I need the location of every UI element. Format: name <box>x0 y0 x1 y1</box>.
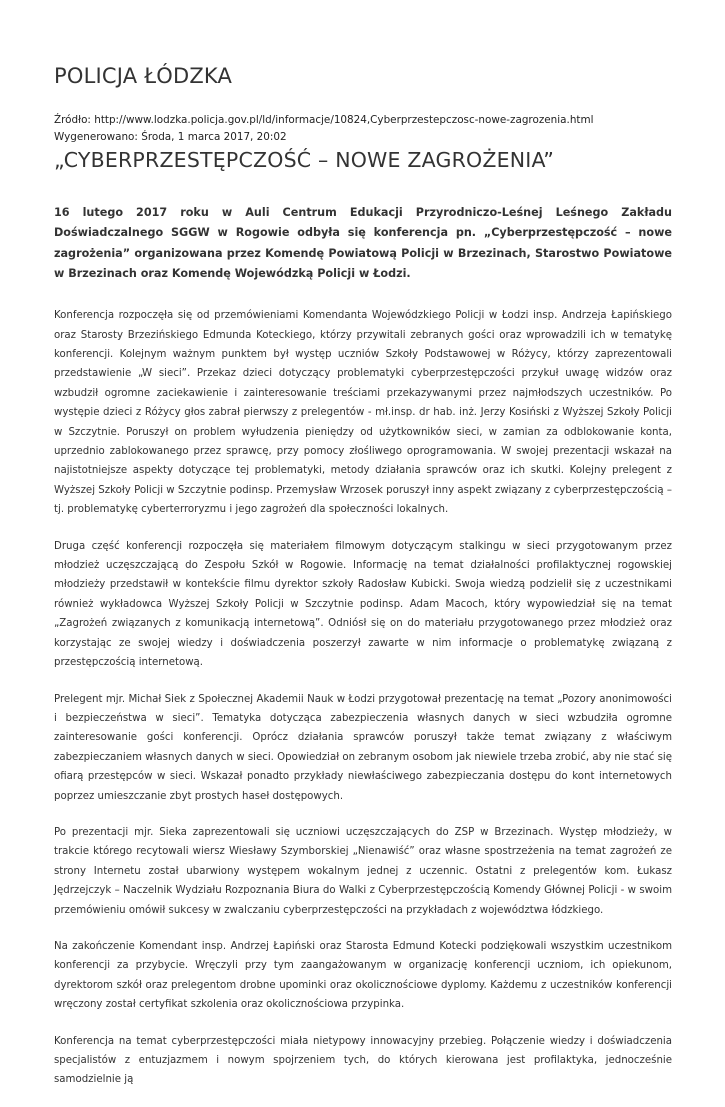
site-title: POLICJA ŁÓDZKA <box>54 64 233 88</box>
article-paragraph: Po prezentacji mjr. Sieka zaprezentowali się uczniowi uczęszczających do ZSP w Brzezinach. Występ młodzieży, w trakcie którego recytowali wiersz Wiesławy Szymborskiej „Nienawiść” oraz własne spostrzeżenia na temat zagrożeń ze strony Internetu został ubarwiony występem wokalnym jednej z uczennic. Ostatni z prelegentów kom. Łukasz Jędrzejczyk – Naczelnik Wydziału Rozpoznania Biura do Walki z Cyberprzestępczością Komendy Głównej Policji - w swoim przemówieniu omówił sukcesy w zwalczaniu cyberprzestępczości na przykładach z województwa łódzkiego. <box>54 826 672 916</box>
article-content <box>54 203 672 1107</box>
article-paragraph: Prelegent mjr. Michał Siek z Społecznej Akademii Nauk w Łodzi przygotował prezentację na temat „Pozory anonimowości i bezpieczeństwa w sieci”. Tematyka dotycząca zabezpieczenia własnych danych w sieci wzbudziła ogromne zainteresowanie gości konferencji. Oprócz działania sprawców poruszył także temat związany z właściwym zabezpieczaniem własnych danych w sieci. Opowiedział on zebranym osobom jak niewiele trzeba zrobić, aby nie stać się ofiarą przestępców w sieci. Wskazał ponadto przykłady niewłaściwego zabezpieczania dostępu do kont internetowych poprzez umieszczanie zbyt prostych haseł dostępowych. <box>54 693 672 802</box>
article-paragraph: Na zakończenie Komendant insp. Andrzej Łapiński oraz Starosta Edmund Kotecki podziękowali wszystkim uczestnikom konferencji za przybycie. Wręczyli przy tym zaangażowanym w organizację konferencji uczniom, ich opiekunom, dyrektorom szkół oraz prelegentom drobne upominki oraz okolicznościowe dyplomy. Każdemu z uczestników konferencji wręczony został certyfikat szkolenia oraz okolicznościowa przypinka. <box>54 940 672 1011</box>
article-lead: 16 lutego 2017 roku w Auli Centrum Edukacji Przyrodniczo-Leśnej Leśnego Zakładu Doświadczalnego SGGW w Rogowie odbyła się konferencja pn. „Cyberprzestępczość – nowe zagrożenia” organizowana przez Komendę Powiatową Policji w Brzezinach, Starostwo Powiatowe w Brzezinach oraz Komendę Wojewódzką Policji w Łodzi. <box>54 206 672 280</box>
article-paragraph: Druga część konferencji rozpoczęła się materiałem filmowym dotyczącym stalkingu w sieci przygotowanym przez młodzież uczęszczającą do Zespołu Szkół w Rogowie. Informację na temat działalności profilaktycznej rogowskiej młodzieży przedstawił w kontekście filmu dyrektor szkoły Radosław Kubicki. Swoja wiedzą podzielił się z uczestnikami również wykładowca Wyższej Szkoły Policji w Szczytnie podinsp. Adam Macoch, który wypowiedział się na temat „Zagrożeń związanych z komunikacją internetową”. Odniósł się on do materiału przygotowanego przez młodzież oraz korzystając ze swojej wiedzy i doświadczenia poszerzył zawarte w nim informacje o problematykę związaną z przestępczością internetową. <box>54 540 672 669</box>
document-meta <box>54 112 594 146</box>
article-paragraph: Konferencja rozpoczęła się od przemówieniami Komendanta Wojewódzkiego Policji w Łodzi insp. Andrzeja Łapińskiego oraz Starosty Brzezińskiego Edmunda Koteckiego, którzy przywitali zebranych gości oraz wprowadzili ich w tematykę konferencji. Kolejnym ważnym punktem był występ uczniów Szkoły Podstawowej w Różycy, którzy zaprezentowali przedstawienie „W sieci”. Przekaz dzieci dotyczący problematyki cyberprzestępczości przykuł uwagę widzów oraz wzbudził ogromne zaciekawienie i zainteresowanie treściami przekazywanymi przez najmłodszych uczestników. Po występie dzieci z Różycy głos zabrał pierwszy z prelegentów - mł.insp. dr hab. inż. Jerzy Kosiński z Wyższej Szkoły Policji w Szczytnie. Poruszył on problem wyłudzenia pieniędzy od użytkowników sieci, w zamian za odblokowanie konta, uprzednio zablokowanego przez sprawcę, przy pomocy złośliwego oprogramowania. W swojej prezentacji wskazał na najistotniejsze aspekty dotyczące tej problematyki, metody działania sprawców oraz ich skutki. Kolejny prelegent z Wyższej Szkoły Policji w Szczytnie podinsp. Przemysław Wrzosek poruszył inny aspekt związany z cyberprzestępczością – tj. problematykę cyberterroryzmu i jego zagrożeń dla społeczności lokalnych. <box>54 310 672 516</box>
article-paragraph: Konferencja na temat cyberprzestępczości miała nietypowy innowacyjny przebieg. Połączenie wiedzy i doświadczenia specjalistów z entuzjazmem i nowym spojrzeniem tych, do których kierowana jest profilaktyka, jednocześnie samodzielnie ją <box>54 1035 672 1086</box>
source-line: Źródło: http://www.lodzka.policja.gov.pl/ld/informacje/10824,Cyberprzestepczosc-nowe-zagrozenia.html <box>54 114 594 126</box>
article-title: „CYBERPRZESTĘPCZOŚĆ – NOWE ZAGROŻENIA” <box>54 148 555 172</box>
generated-line: Wygenerowano: Środa, 1 marca 2017, 20:02 <box>54 131 287 143</box>
